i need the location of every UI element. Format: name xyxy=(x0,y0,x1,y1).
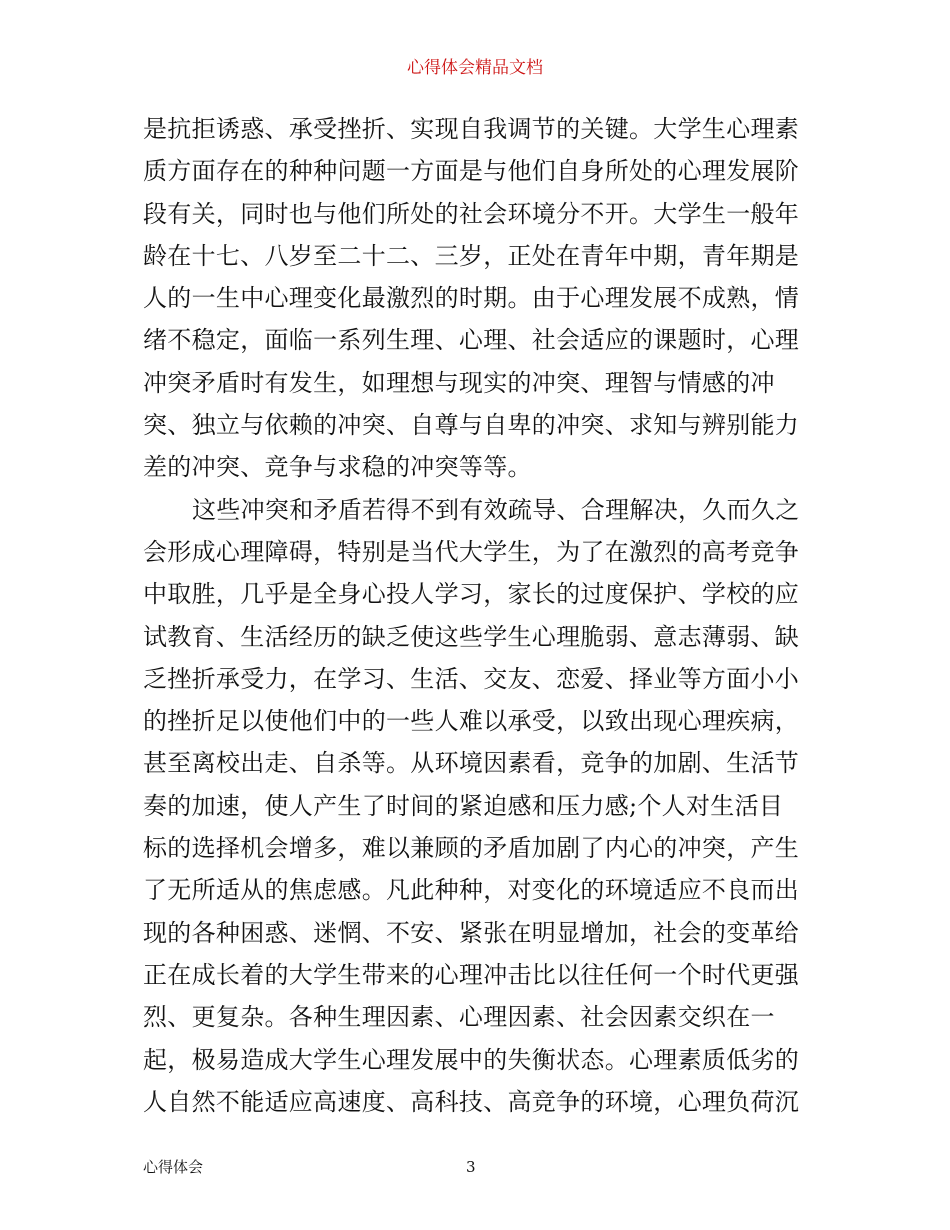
text-line: 烈、更复杂。各种生理因素、心理因素、社会因素交织在一 xyxy=(143,1003,775,1032)
page-number: 3 xyxy=(466,1158,476,1176)
text-line: 了无所适从的焦虑感。凡此种种，对变化的环境适应不良而出 xyxy=(143,876,800,905)
page-header-title: 心得体会精品文档 xyxy=(407,58,543,78)
document-body xyxy=(143,108,815,1123)
text-line: 的挫折足以使他们中的一些人难以承受，以致出现心理疾病， xyxy=(143,707,800,736)
text-line: 试教育、生活经历的缺乏使这些学生心理脆弱、意志薄弱、缺 xyxy=(143,622,800,651)
footer-label: 心得体会 xyxy=(143,1158,204,1176)
text-line: 起，极易造成大学生心理发展中的失衡状态。心理素质低劣的 xyxy=(143,1045,800,1074)
text-line: 质方面存在的种种问题一方面是与他们自身所处的心理发展阶 xyxy=(143,157,800,186)
text-line: 奏的加速，使人产生了时间的紧迫感和压力感;个人对生活目 xyxy=(143,791,784,820)
text-line: 冲突矛盾时有发生，如理想与现实的冲突、理智与情感的冲 xyxy=(143,368,775,397)
text-line: 段有关，同时也与他们所处的社会环境分不开。大学生一般年 xyxy=(143,199,800,228)
text-line: 绪不稳定，面临一系列生理、心理、社会适应的课题时，心理 xyxy=(143,326,800,355)
text-line: 人的一生中心理变化最激烈的时期。由于心理发展不成熟，情 xyxy=(143,284,800,313)
text-line: 甚至离校出走、自杀等。从环境因素看，竞争的加剧、生活节 xyxy=(143,749,800,778)
text-line: 标的选择机会增多，难以兼顾的矛盾加剧了内心的冲突，产生 xyxy=(143,834,800,863)
text-line: 乏挫折承受力，在学习、生活、交友、恋爱、择业等方面小小 xyxy=(143,664,800,693)
text-line: 会形成心理障碍，特别是当代大学生，为了在激烈的高考竞争 xyxy=(143,537,800,566)
text-line: 人自然不能适应高速度、高科技、高竞争的环境，心理负荷沉 xyxy=(143,1087,800,1116)
paragraph-start-line: 这些冲突和矛盾若得不到有效疏导、合理解决，久而久之 xyxy=(192,495,800,524)
text-line: 龄在十七、八岁至二十二、三岁，正处在青年中期，青年期是 xyxy=(143,241,800,270)
text-line: 现的各种困惑、迷惘、不安、紧张在明显增加，社会的变革给 xyxy=(143,918,800,947)
text-line: 正在成长着的大学生带来的心理冲击比以往任何一个时代更强 xyxy=(143,960,800,989)
text-line: 突、独立与依赖的冲突、自尊与自卑的冲突、求知与辨别能力 xyxy=(143,411,800,440)
text-line: 是抗拒诱惑、承受挫折、实现自我调节的关键。大学生心理素 xyxy=(143,115,800,143)
text-line: 差的冲突、竞争与求稳的冲突等等。 xyxy=(143,453,532,482)
text-line: 中取胜，几乎是全身心投人学习，家长的过度保护、学校的应 xyxy=(143,580,800,609)
